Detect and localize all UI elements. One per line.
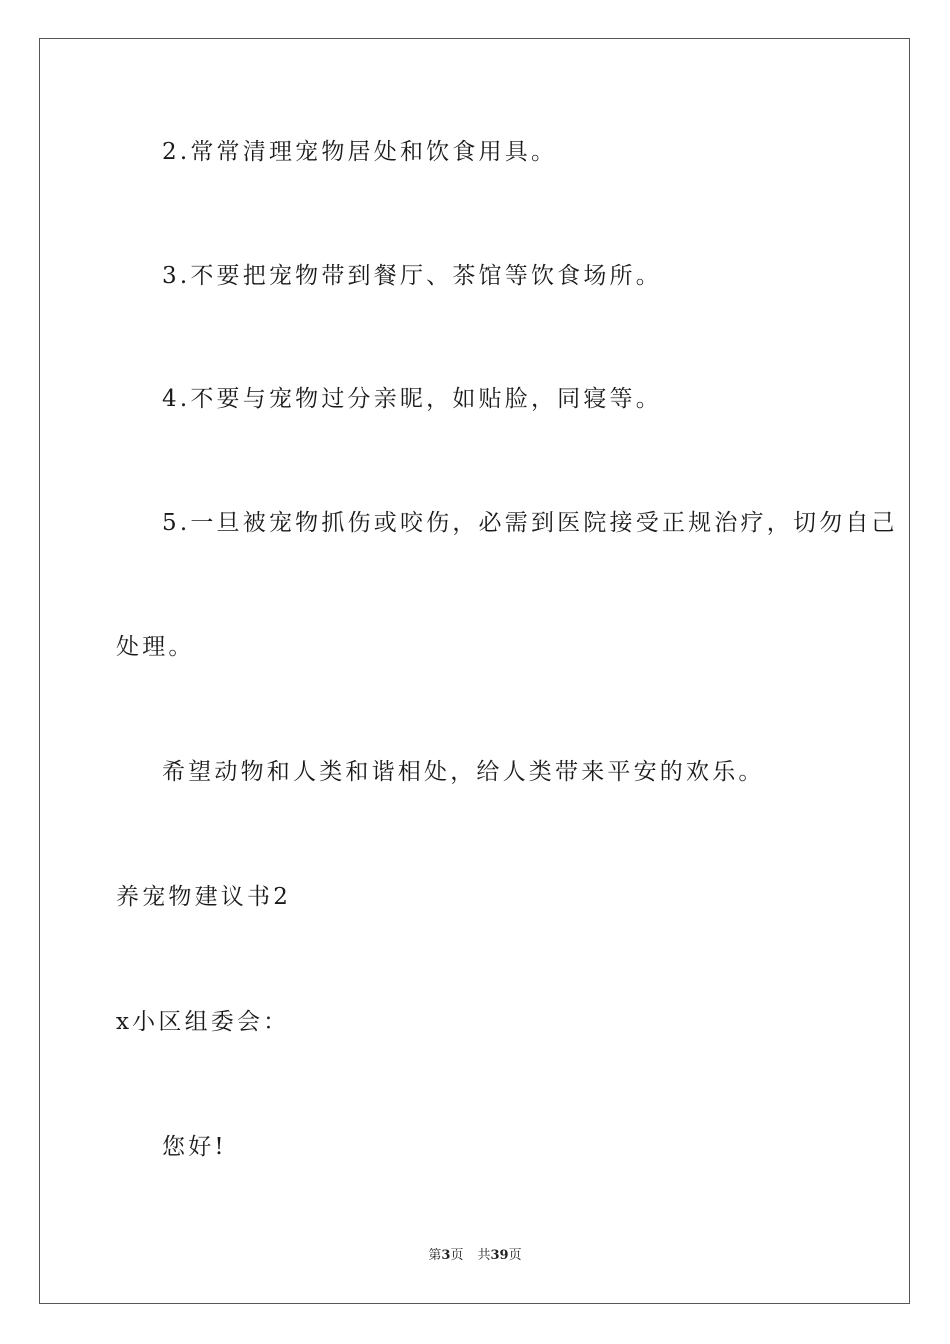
paragraph-item-4: 4.不要与宠物过分亲昵，如贴脸，同寝等。 <box>162 386 662 412</box>
page-footer <box>0 1247 950 1265</box>
closing-wish: 希望动物和人类和谐相处，给人类带来平安的欢乐。 <box>162 759 765 785</box>
page-border <box>39 38 910 1304</box>
total-suffix: 页 <box>508 1248 522 1263</box>
salutation-recipient: x小区组委会： <box>116 1009 290 1035</box>
paragraph-item-3: 3.不要把宠物带到餐厅、茶馆等饮食场所。 <box>162 263 662 289</box>
total-prefix: 共 <box>477 1248 491 1263</box>
page-current: 3 <box>441 1248 451 1263</box>
page-prefix: 第 <box>428 1248 442 1263</box>
page-total: 39 <box>490 1248 509 1263</box>
page-suffix: 页 <box>450 1248 464 1263</box>
paragraph-item-5-continuation: 处理。 <box>116 634 195 660</box>
paragraph-item-5: 5.一旦被宠物抓伤或咬伤，必需到医院接受正规治疗，切勿自己 <box>162 510 898 536</box>
section-title: 养宠物建议书2 <box>116 884 292 910</box>
paragraph-item-2: 2.常常清理宠物居处和饮食用具。 <box>162 139 558 165</box>
greeting: 您好! <box>162 1134 227 1160</box>
